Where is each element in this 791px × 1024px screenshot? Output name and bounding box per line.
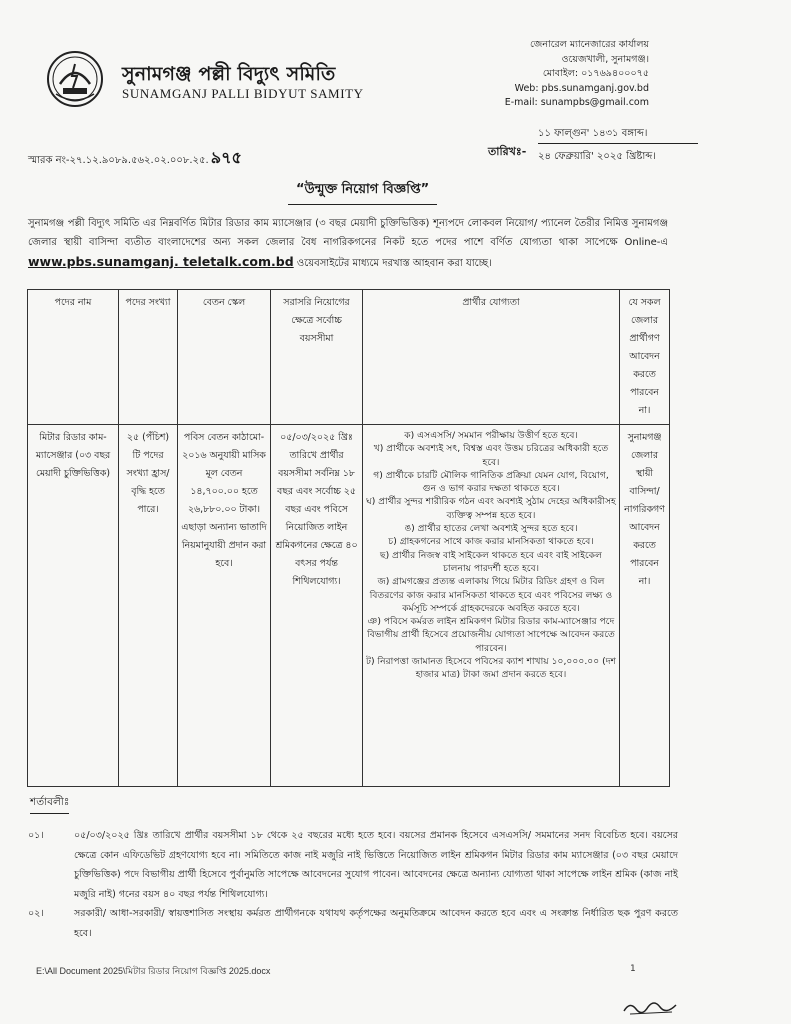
qualification-item: জ) গ্রামগঞ্জের প্রত্যন্ত এলাকায় গিয়ে মিটার রিডিং গ্রহণ ও বিল বিতরণের কাজ করার মানসিকতা থাকতে হবে এবং পবিসের লক্ষ্য ও কর্মসূচি সম্পর্কে গ্রাহকদেরকে অবহিত করতে হবে।: [369, 576, 613, 614]
office-line: জেনারেল ম্যানেজারের কার্যালয়: [529, 39, 649, 50]
qualification-item: ছ) প্রার্থীর নিজস্ব বাই সাইকেল থাকতে হবে এবং বাই সাইকেল চালনায় পারদর্শী হতে হবে।: [380, 549, 602, 574]
qualification-item: ঘ) প্রার্থীর সুন্দর শারীরিক গঠন এবং অবশ্যই সুঠাম দেহের অধিকারীসহ ব্যক্তিত্ব সম্পন্ন হতে হবে।: [366, 496, 616, 521]
term-text: ০৫/০৩/২০২৫ খ্রিঃ তারিখে প্রার্থীর বয়সসীমা ১৮ থেকে ২৫ বছরের মধ্যে হতে হবে। বয়সের প্রমানক হিসেবে এসএসসি/ সমমানের সনদ বিবেচিত হবে। বয়সের ক্ষেত্রে কোন এফিডেভিট গ্রহণযোগ্য হবে না। সমিতিতে কাজ নাই মজুরি নাই ভিত্তিতে নিয়োজিত লাইন শ্রমিকগন মিটার রিডার কাম ম্যাসেঞ্জার (০৩ বছর মেয়াদে চুক্তিভিত্তিক) পদে বিভাগীয় প্রার্থী হিসেবে পুর্বানুমতি সাপেক্ষে আবেদনের সুযোগ পাবেন। আবেদনের ক্ষেত্রে অন্যান্য যোগ্যতা থাকা সাপেক্ষে লাইন শ্রমিক (কাজ নাই মজুরি নাই) গনের বয়স ৪০ বছর পর্যন্ত শিথিলযোগ্য।: [74, 830, 678, 900]
terms-heading: শর্তাবলীঃ: [30, 795, 69, 814]
col-header-post-count: পদের সংখ্যা: [119, 290, 178, 425]
cell-pay-scale: পবিস বেতন কাঠামো- ২০১৬ অনুযায়ী মাসিক মূল বেতন ১৪,৭০০.০০ হতে ২৬,৮৮০.০০ টাকা। এছাড়া অন্যান্য ভাতাদি নিয়মানুযায়ী প্রদান করা হবে।: [178, 425, 271, 787]
memo-handwritten-number: ৯৭৫: [210, 148, 242, 167]
office-mobile: মোবাইল: ০১৭৬৯৪০০০৭৫: [542, 68, 649, 79]
memo-label: স্মারক নং-২৭.১২.৯০৮৯.৫৬২.০২.০০৮.২৫.: [28, 155, 209, 166]
col-header-pay-scale: বেতন স্কেল: [178, 290, 271, 425]
memo-number: [28, 145, 242, 172]
intro-paragraph: [28, 214, 668, 273]
cell-post-count: ২৫ (পঁচিশ) টি পদের সংখ্যা হ্রাস/বৃদ্ধি হতে পারে।: [119, 425, 178, 787]
cell-excluded-districts: সুনামগঞ্জ জেলার স্থায়ী বাসিন্দা/ নাগরিকগণ আবেদন করতে পারবেন না।: [620, 425, 670, 787]
cell-age-limit: ০৫/০৩/২০২৫ খ্রিঃ তারিখে প্রার্থীর বয়সসীমা সর্বনিম্ন ১৮ বছর এবং সর্বোচ্চ ২৫ বছর এবং পবিসে নিয়োজিত লাইন শ্রমিকগনের ক্ষেত্রে ৪০ বৎসর পর্যন্ত শিথিলযোগ্য।: [271, 425, 363, 787]
qualification-item: ঞ) পবিসে কর্মরত লাইন শ্রমিকগণ মিটার রিডার কাম-ম্যাসেঞ্জার পদে বিভাগীয় প্রার্থী হিসেবে প্রয়োজনীয় যোগ্যতা সাপেক্ষে আবেদন করতে পারবেন।: [367, 616, 615, 654]
office-email: E-mail: sunampbs@gmail.com: [504, 97, 649, 108]
date-english: ২৪ ফেব্রুয়ারি' ২০২৫ খ্রিষ্টাব্দ।: [538, 143, 698, 166]
qualification-item: ঙ) প্রার্থীর হাতের লেখা অবশ্যই সুন্দর হতে হবে।: [404, 523, 578, 535]
date-block: [538, 126, 698, 166]
col-header-qualifications: প্রার্থীর যোগ্যতা: [363, 290, 620, 425]
office-web: Web: pbs.sunamganj.gov.bd: [514, 82, 649, 94]
col-header-excluded-districts: যে সকল জেলার প্রার্থীগণ আবেদন করতে পারবেন না।: [620, 290, 670, 425]
col-header-post-name: পদের নাম: [28, 290, 119, 425]
date-label: তারিখঃ-: [488, 145, 527, 158]
qualification-item: চ) গ্রাহকগনের সাথে কাজ করার মানসিকতা থাকতে হবে।: [388, 536, 594, 548]
term-item: [28, 826, 678, 904]
page-number: 1: [630, 964, 636, 974]
intro-text: সুনামগঞ্জ পল্লী বিদ্যুৎ সমিতি এর নিম্নবর্ণিত মিটার রিডার কাম ম্যাসেঞ্জার (৩ বছর মেয়াদী চুক্তিভিত্তিক) শূন্যপদে লোকবল নিয়োগ/ প্যানেল তৈরীর নিমিত্ত সুনামগঞ্জ জেলার স্থায়ী বাসিন্দা ব্যতীত বাংলাদেশের অন্য সকল জেলার বৈধ নাগরিকগনের নিকট হতে পদের পাশে বর্ণিত যোগ্যতা থাকা সাপেক্ষে Online-এ: [28, 218, 668, 248]
footer-file-path: E:\All Document 2025\মিটার রিডার নিয়োগ বিজ্ঞপ্তি 2025.docx: [36, 966, 271, 976]
qualification-item: ক) এসএসসি/ সমমান পরীক্ষায় উত্তীর্ণ হতে হবে।: [404, 430, 578, 441]
qualification-item: ট) নিরাপত্তা জামানত হিসেবে পবিসের ক্যাশ শাখায় ১০,০০০.০০ (দশ হাজার মাত্র) টাকা জমা প্রদান করতে হবে।: [366, 656, 616, 681]
office-line: ওয়েজখালী, সুনামগঞ্জ।: [561, 53, 649, 65]
cell-post-name: মিটার রিডার কাম- ম্যাসেঞ্জার (০৩ বছর মেয়াদী চুক্তিভিত্তিক): [28, 425, 119, 787]
term-number: ০১।: [28, 830, 44, 841]
apply-url-link[interactable]: www.pbs.sunamganj. teletalk.com.bd: [28, 254, 294, 269]
org-name-bangla: সুনামগঞ্জ পল্লী বিদ্যুৎ সমিতি: [122, 63, 336, 85]
office-address-block: [389, 38, 649, 111]
col-header-age-limit: সরাসরি নিয়োগের ক্ষেত্রে সর্বোচ্চ বয়সসীমা: [271, 290, 363, 425]
table-header-row: [28, 290, 670, 425]
qualification-item: খ) প্রার্থীকে অবশ্যই সৎ, বিশ্বস্ত এবং উত্তম চরিত্রের অধিকারী হতে হবে।: [373, 443, 609, 468]
signature: [620, 995, 680, 1017]
term-item: [28, 904, 678, 943]
qualification-item: গ) প্রার্থীকে চারটি মৌলিক গানিতিক প্রক্রিয়া যেমন যোগ, বিয়োগ, গুন ও ভাগ করার দক্ষতা থাকতে হবে।: [373, 469, 609, 495]
cell-qualifications: [363, 425, 620, 787]
notice-title: “উন্মুক্ত নিয়োগ বিজ্ঞপ্তি”: [288, 178, 437, 205]
term-text: সরকারী/ আধা-সরকারী/ স্বায়ত্তশাসিত সংস্থায় কর্মরত প্রার্থীগনকে যথাযথ কর্তৃপক্ষের অনুমতিক্রমে আবেদন করতে হবে এবং এ সংক্রান্ত নির্ধারিত ছক পুরণ করতে হবে।: [74, 908, 678, 939]
samity-logo: [46, 50, 104, 108]
org-name-english: SUNAMGANJ PALLI BIDYUT SAMITY: [122, 86, 364, 101]
term-number: ০২।: [28, 908, 44, 919]
vacancy-table: [27, 289, 670, 787]
intro-text-end: ওয়েবসাইটের মাধ্যমে দরখাস্ত আহবান করা যাচ্ছে।: [293, 258, 492, 269]
table-row: [28, 425, 670, 787]
date-bangla: ১১ ফাল্গুন' ১৪৩১ বঙ্গাব্দ।: [538, 128, 648, 139]
